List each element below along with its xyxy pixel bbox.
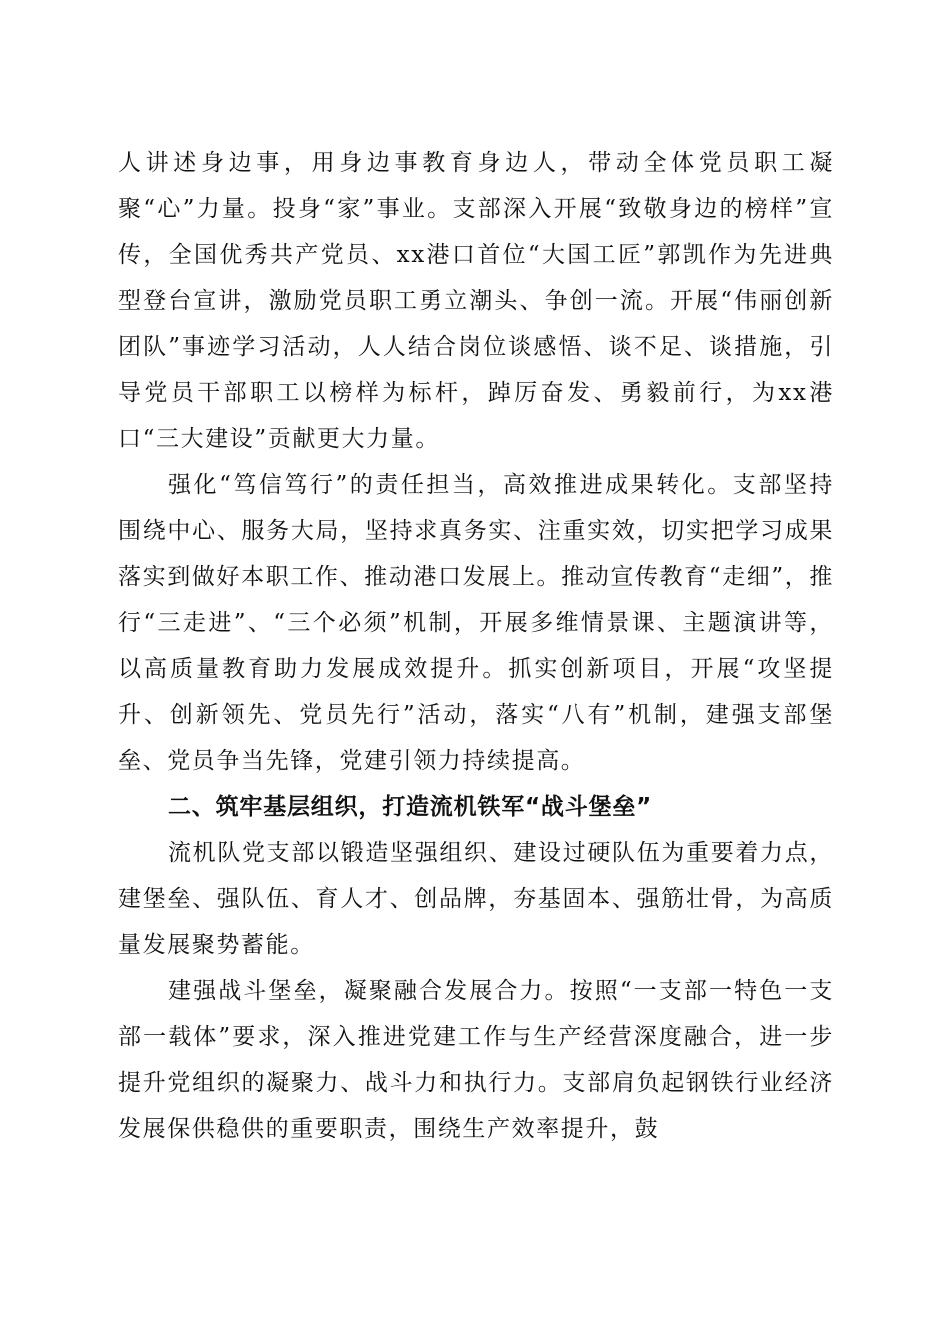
paragraph-fortress: 建强战斗堡垒，凝聚融合发展合力。按照“一支部一特色一支部一载体”要求，深入推进党建工作与生产经营深度融合，进一步提升党组织的凝聚力、战斗力和执行力。支部肩负起钢铁行业经济发展保供稳供的重要职责，围绕生产效率提升，鼓	[118, 978, 834, 1142]
paragraph-intro: 流机队党支部以锻造坚强组织、建设过硬队伍为重要着力点，建堡垒、强队伍、育人才、创品牌，夯基固本、强筋壮骨，为高质量发展聚势蓄能。	[118, 840, 834, 958]
paragraph-continuation: 人讲述身边事，用身边事教育身边人，带动全体党员职工凝聚“心”力量。投身“家”事业。支部深入开展“致敬身边的榜样”宣传，全国优秀共产党员、xx港口首位“大国工匠”郭凯作为先进典型登台宣讲，激励党员职工勇立潮头、争创一流。开展“伟丽创新团队”事迹学习活动，人人结合岗位谈感悟、谈不足、谈措施，引导党员干部职工以榜样为标杆，踔厉奋发、勇毅前行，为xx港口“三大建设”贡献更大力量。	[118, 150, 834, 452]
section-heading-2: 二、筑牢基层组织，打造流机铁军“战斗堡垒”	[168, 794, 653, 820]
document-body	[118, 140, 834, 1152]
paragraph-responsibility: 强化“笃信笃行”的责任担当，高效推进成果转化。支部坚持围绕中心、服务大局，坚持求真务实、注重实效，切实把学习成果落实到做好本职工作、推动港口发展上。推动宣传教育“走细”，推行“三走进”、“三个必须”机制，开展多维情景课、主题演讲等，以高质量教育助力发展成效提升。抓实创新项目，开展“攻坚提升、创新领先、党员先行”活动，落实“八有”机制，建强支部堡垒、党员争当先锋，党建引领力持续提高。	[118, 472, 834, 774]
